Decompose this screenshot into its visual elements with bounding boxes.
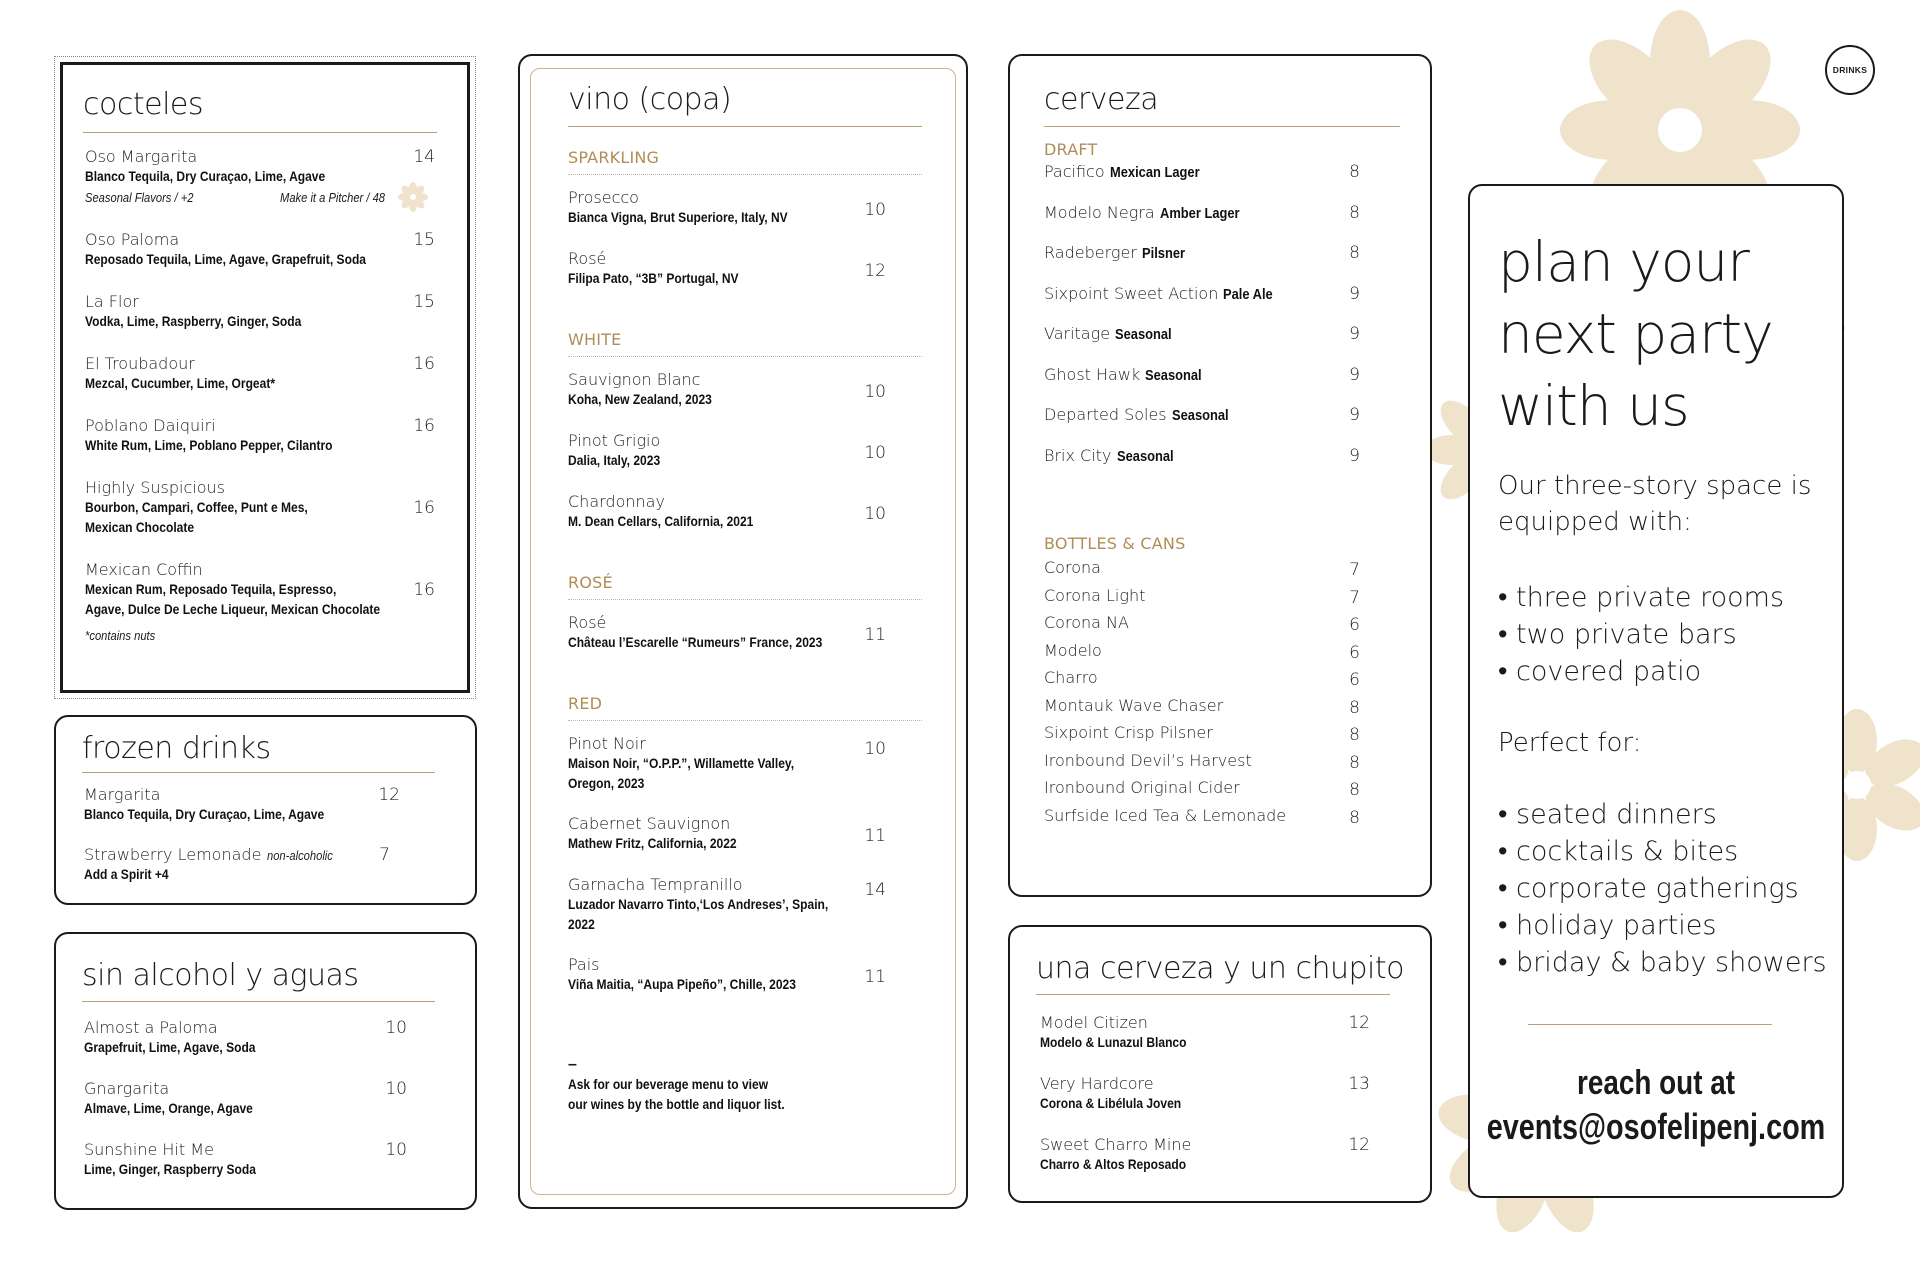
beer-style: Mexican Lager: [1109, 164, 1200, 181]
item-price: 12: [1348, 1013, 1370, 1033]
bullet: •: [1498, 836, 1517, 867]
item-description: Luzador Navarro Tinto,‘Los Andreses’, Spain,: [568, 896, 829, 912]
heading-line-3: with us: [1498, 374, 1689, 438]
beer-style: Amber Lager: [1159, 204, 1240, 222]
menu-item: [85, 230, 435, 269]
item-description: 2022: [568, 916, 595, 932]
item-name: [1044, 405, 1360, 426]
sin-panel: [54, 932, 477, 1210]
wine-item: [568, 249, 922, 288]
item-price: 9: [1349, 324, 1360, 344]
item-price: 14: [864, 880, 886, 900]
section-divider: [568, 174, 922, 175]
beer-item: [1044, 365, 1360, 389]
event-item: [1498, 870, 1827, 907]
item-name: Corona: [1044, 558, 1101, 577]
item-price: 16: [413, 416, 435, 436]
event-text: briday & baby showers: [1516, 947, 1827, 978]
menu-item: [85, 560, 435, 619]
item-name: Mexican Coffin: [85, 560, 203, 579]
item-description: Koha, New Zealand, 2023: [568, 391, 712, 407]
cocteles-title: cocteles: [83, 87, 203, 122]
item-name: Sweet Charro Mine: [1040, 1135, 1192, 1154]
item-price: 15: [413, 230, 435, 250]
vino-note-1: Ask for our beverage menu to view: [568, 1076, 769, 1092]
menu-item: [84, 845, 435, 884]
feature-text: three private rooms: [1516, 582, 1785, 613]
item-price: 7: [1349, 560, 1360, 580]
party-panel: [1468, 184, 1844, 1198]
item-price: 12: [1348, 1135, 1370, 1155]
beer-item: [1044, 558, 1360, 580]
drinks-badge: [1825, 45, 1875, 95]
chupito-title: una cerveza y un chupito: [1036, 951, 1404, 986]
item-name: Montauk Wave Chaser: [1044, 695, 1224, 715]
menu-item: [84, 1079, 435, 1118]
item-description: Mexican Rum, Reposado Tequila, Espresso,: [85, 581, 337, 597]
item-name: Gnargarita: [84, 1079, 170, 1098]
item-description: Blanco Tequila, Dry Curaçao, Lime, Agave: [85, 168, 326, 184]
item-description: Dalia, Italy, 2023: [568, 452, 661, 468]
wine-section-label: ROSÉ: [568, 573, 613, 592]
bullet: •: [1498, 582, 1517, 613]
bullet: •: [1498, 873, 1517, 904]
item-price: 10: [385, 1018, 407, 1038]
cocteles-list: [85, 147, 435, 617]
item-price: 9: [1349, 405, 1360, 425]
vino-title: vino (copa): [568, 82, 732, 117]
frozen-list: [84, 785, 435, 895]
item-price: 11: [864, 625, 886, 645]
chupito-panel: [1008, 925, 1432, 1203]
wine-item: [568, 814, 922, 853]
email-link[interactable]: events@osofelipenj.com: [1486, 1106, 1826, 1147]
beer-item: [1044, 613, 1360, 635]
item-name: [1044, 243, 1360, 264]
title-rule: [568, 126, 922, 127]
bullet: •: [1498, 799, 1517, 830]
item-description: White Rum, Lime, Poblano Pepper, Cilantro: [85, 437, 333, 453]
feature-item: [1498, 616, 1784, 653]
item-price: 15: [413, 292, 435, 312]
item-name: Highly Suspicious: [85, 478, 225, 497]
item-price: 14: [413, 147, 435, 167]
frozen-panel: [54, 715, 477, 905]
intro-line-1: Our three-story space is: [1498, 471, 1812, 501]
item-description: Vodka, Lime, Raspberry, Ginger, Soda: [85, 313, 302, 329]
item-price: 10: [385, 1140, 407, 1160]
item-name: Oso Paloma: [85, 230, 180, 249]
item-price: 10: [864, 504, 886, 524]
menu-item: [1040, 1135, 1370, 1174]
sin-list: [84, 1018, 435, 1198]
beer-item: [1044, 696, 1360, 718]
draft-list: [1044, 162, 1360, 492]
beer-style: Seasonal: [1115, 326, 1172, 343]
item-price: 10: [864, 200, 886, 220]
beer-style: Seasonal: [1116, 447, 1174, 465]
item-description: Add a Spirit +4: [84, 866, 169, 882]
wine-item: [568, 955, 922, 994]
item-description: Reposado Tequila, Lime, Agave, Grapefruit, Soda: [85, 251, 366, 267]
beer-item: [1044, 324, 1360, 348]
item-name: Corona Light: [1044, 585, 1146, 605]
beer-item: [1044, 405, 1360, 429]
menu-item: [1040, 1074, 1370, 1113]
item-name: [1044, 203, 1360, 224]
item-name: Pinot Grigio: [568, 431, 661, 450]
title-rule: [82, 1001, 435, 1002]
heading-line-1: plan your: [1498, 230, 1749, 294]
item-name: Pinot Noir: [568, 734, 646, 753]
vino-note-2: our wines by the bottle and liquor list.: [568, 1096, 785, 1112]
seasonal-note: Seasonal Flavors / +2: [85, 190, 194, 205]
beer-style: Seasonal: [1145, 366, 1202, 384]
item-name: [1044, 324, 1360, 345]
vino-panel: [518, 54, 968, 1209]
section-divider: [568, 599, 922, 600]
item-price: 10: [864, 382, 886, 402]
item-name: Charro: [1044, 668, 1098, 687]
pitcher-note: Make it a Pitcher / 48: [280, 190, 386, 205]
item-description: Grapefruit, Lime, Agave, Soda: [84, 1039, 256, 1055]
item-price: 8: [1349, 807, 1360, 828]
feature-item: [1498, 579, 1784, 616]
item-name: Rosé: [568, 249, 607, 268]
wine-section-label: RED: [568, 694, 603, 713]
item-price: 10: [864, 443, 886, 463]
item-name: Pais: [568, 955, 600, 974]
item-description: Almave, Lime, Orange, Agave: [84, 1100, 253, 1116]
menu-item: [85, 147, 435, 205]
beer-item: [1044, 751, 1360, 773]
title-rule: [1044, 126, 1400, 127]
item-price: 8: [1349, 162, 1360, 182]
beer-name: Departed Soles: [1044, 405, 1167, 424]
party-heading: [1498, 226, 1773, 442]
event-item: [1498, 796, 1827, 833]
bullet: •: [1498, 910, 1517, 941]
item-name: Rosé: [568, 613, 607, 632]
wine-item: [568, 875, 922, 934]
bullet: •: [1498, 947, 1517, 978]
beer-item: [1044, 284, 1360, 308]
item-price: 16: [413, 580, 435, 600]
item-note: non-alcoholic: [266, 848, 333, 863]
perfect-for-label: Perfect for:: [1498, 728, 1642, 758]
item-name: Corona NA: [1044, 613, 1129, 632]
beer-item: [1044, 668, 1360, 690]
beer-style: Seasonal: [1171, 407, 1229, 424]
menu-item: [84, 1140, 435, 1179]
item-name: [1044, 365, 1360, 386]
cerveza-panel: [1008, 54, 1432, 897]
bullet: •: [1498, 656, 1517, 687]
item-price: 10: [864, 739, 886, 759]
beer-name: Varitage: [1044, 324, 1111, 343]
party-rule: [1528, 1024, 1772, 1025]
item-name: [1044, 446, 1360, 467]
beer-item: [1044, 162, 1360, 186]
beer-name: Ghost Hawk: [1044, 364, 1141, 384]
intro-line-2: equipped with:: [1498, 507, 1692, 537]
chupito-list: [1040, 1013, 1370, 1193]
events-list: [1498, 796, 1827, 981]
item-name-text: Margarita: [84, 785, 161, 804]
item-price: 8: [1349, 780, 1360, 800]
wine-section-label: WHITE: [568, 330, 622, 349]
item-description: Oregon, 2023: [568, 775, 645, 791]
wine-item: [568, 431, 922, 470]
item-description: Maison Noir, “O.P.P.”, Willamette Valley,: [568, 755, 795, 771]
beer-item: [1044, 806, 1360, 828]
wine-item: [568, 370, 922, 409]
item-name: Sunshine Hit Me: [84, 1140, 214, 1159]
sin-title: sin alcohol y aguas: [82, 958, 359, 993]
item-price: 7: [1349, 587, 1360, 608]
vino-list: [568, 148, 922, 1058]
event-text: cocktails & bites: [1516, 836, 1739, 867]
wine-item: [568, 734, 922, 793]
item-name: Sauvignon Blanc: [568, 370, 701, 389]
item-price: 8: [1349, 725, 1360, 745]
item-description: Viña Maitia, “Aupa Pipeño”, Chille, 2023: [568, 976, 796, 992]
item-description: Mexican Chocolate: [85, 519, 195, 535]
item-description: M. Dean Cellars, California, 2021: [568, 513, 754, 529]
heading-line-2: next party: [1498, 302, 1773, 366]
bottles-list: [1044, 558, 1360, 848]
item-description: Agave, Dulce De Leche Liqueur, Mexican Chocolate: [85, 601, 381, 617]
beer-item: [1044, 243, 1360, 267]
item-price: 6: [1349, 642, 1360, 663]
bullet: •: [1498, 619, 1517, 650]
item-price: 8: [1349, 697, 1360, 718]
menu-item: [85, 292, 435, 331]
item-name: Prosecco: [568, 188, 639, 207]
bottles-label: BOTTLES & CANS: [1044, 534, 1186, 553]
cerveza-title: cerveza: [1044, 82, 1159, 117]
event-item: [1498, 944, 1827, 981]
wine-item: [568, 188, 922, 227]
item-price: 13: [1348, 1074, 1370, 1094]
item-name: Poblano Daiquiri: [85, 416, 216, 435]
item-description: Mathew Fritz, California, 2022: [568, 835, 737, 851]
wine-section-label: SPARKLING: [568, 148, 660, 167]
item-price: 9: [1349, 445, 1360, 466]
item-name: El Troubadour: [85, 354, 195, 373]
beer-name: Sixpoint Sweet Action: [1044, 283, 1219, 303]
menu-item: [84, 1018, 435, 1057]
item-description: Château l’Escarelle “Rumeurs” France, 2023: [568, 634, 823, 650]
reach-out-label: reach out at: [1576, 1064, 1736, 1102]
item-price: 8: [1349, 202, 1360, 223]
item-description: Corona & Libélula Joven: [1040, 1095, 1182, 1111]
item-price: 11: [864, 967, 886, 987]
item-description: Filipa Pato, “3B” Portugal, NV: [568, 270, 739, 286]
item-name: Cabernet Sauvignon: [568, 814, 731, 833]
menu-item: [84, 785, 435, 824]
item-name: [1044, 162, 1360, 183]
section-divider: [568, 720, 922, 721]
item-name: Almost a Paloma: [84, 1018, 218, 1037]
wine-item: [568, 492, 922, 531]
item-price: 6: [1349, 670, 1360, 690]
title-rule: [82, 772, 435, 773]
beer-name: Radeberger: [1044, 243, 1137, 262]
event-text: holiday parties: [1516, 910, 1717, 941]
event-item: [1498, 907, 1827, 944]
cocteles-footnote: *contains nuts: [85, 628, 156, 643]
beer-name: Brix City: [1044, 445, 1112, 465]
item-price: 9: [1349, 283, 1360, 304]
item-price: 11: [864, 826, 886, 846]
section-divider: [568, 356, 922, 357]
beer-name: Pacifico: [1044, 162, 1105, 181]
item-name: Modelo: [1044, 640, 1102, 660]
feature-text: covered patio: [1516, 656, 1702, 687]
badge-label: DRINKS: [1832, 65, 1868, 75]
cocteles-panel: [54, 56, 476, 699]
item-name: Chardonnay: [568, 492, 665, 511]
item-name: Very Hardcore: [1040, 1074, 1154, 1093]
menu-item: [85, 416, 435, 455]
item-price: 10: [385, 1079, 407, 1099]
item-name: Ironbound Original Cider: [1044, 778, 1240, 797]
features-list: [1498, 579, 1784, 690]
item-price: 9: [1349, 364, 1360, 385]
menu-item: [1040, 1013, 1370, 1052]
beer-style: Pilsner: [1141, 245, 1186, 262]
menu-item: [85, 354, 435, 393]
item-name: [1044, 284, 1360, 305]
beer-item: [1044, 203, 1360, 227]
item-name: Oso Margarita: [85, 147, 198, 166]
item-price: 7: [379, 845, 390, 865]
menu-item: [85, 478, 435, 537]
vino-dash: –: [568, 1056, 577, 1073]
item-price: 12: [864, 261, 886, 281]
item-description: Blanco Tequila, Dry Curaçao, Lime, Agave: [84, 806, 325, 822]
wine-item: [568, 613, 922, 652]
item-name: Surfside Iced Tea & Lemonade: [1044, 805, 1287, 825]
beer-item: [1044, 446, 1360, 470]
beer-item: [1044, 586, 1360, 608]
item-description: Bianca Vigna, Brut Superiore, Italy, NV: [568, 209, 788, 225]
item-price: 8: [1349, 243, 1360, 263]
item-name: Model Citizen: [1040, 1013, 1148, 1032]
party-intro: [1498, 468, 1811, 540]
item-price: 8: [1349, 752, 1360, 773]
item-description: Bourbon, Campari, Coffee, Punt e Mes,: [85, 499, 308, 515]
beer-item: [1044, 778, 1360, 800]
beer-item: [1044, 723, 1360, 745]
event-text: seated dinners: [1516, 799, 1717, 830]
event-item: [1498, 833, 1827, 870]
beer-style: Pale Ale: [1223, 285, 1274, 303]
item-name: La Flor: [85, 292, 139, 311]
item-description: Charro & Altos Reposado: [1040, 1156, 1187, 1172]
feature-text: two private bars: [1516, 619, 1737, 650]
draft-label: DRAFT: [1044, 140, 1098, 159]
frozen-title: frozen drinks: [82, 731, 271, 766]
item-name-text: Strawberry Lemonade: [84, 845, 262, 864]
beer-name: Modelo Negra: [1044, 202, 1155, 222]
item-description: Modelo & Lunazul Blanco: [1040, 1034, 1187, 1050]
item-name: Garnacha Tempranillo: [568, 875, 743, 894]
item-description: Mezcal, Cucumber, Lime, Orgeat*: [85, 375, 276, 391]
item-description: Lime, Ginger, Raspberry Soda: [84, 1161, 256, 1177]
flower-icon: [398, 182, 428, 212]
event-text: corporate gatherings: [1516, 873, 1799, 904]
feature-item: [1498, 653, 1784, 690]
item-name: Ironbound Devil’s Harvest: [1044, 750, 1252, 770]
beer-item: [1044, 641, 1360, 663]
item-price: 12: [378, 785, 400, 805]
item-name: Sixpoint Crisp Pilsner: [1044, 723, 1213, 742]
item-price: 6: [1349, 615, 1360, 635]
item-price: 16: [413, 498, 435, 518]
title-rule: [83, 132, 437, 133]
item-price: 16: [413, 354, 435, 374]
title-rule: [1036, 994, 1390, 995]
